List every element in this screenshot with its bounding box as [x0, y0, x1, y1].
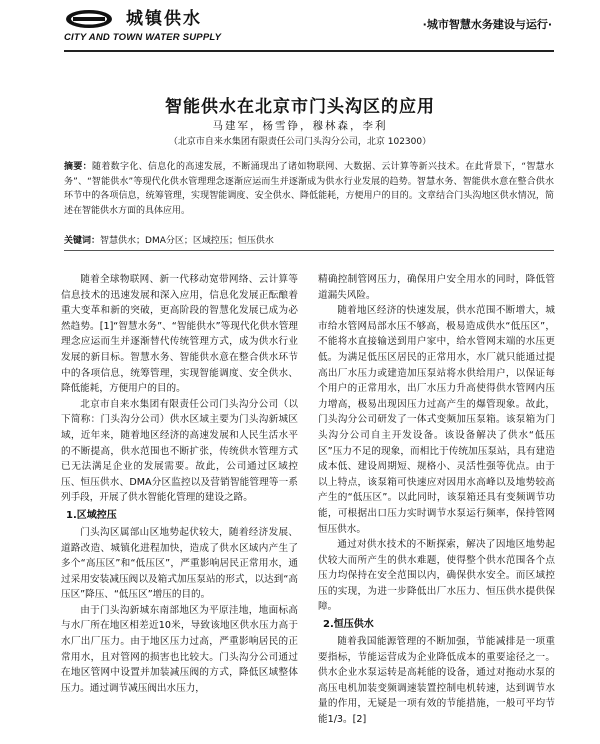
- abstract: [64, 160, 554, 218]
- paragraph: 随着全球物联网、新一代移动宽带网络、云计算等信息技术的迅速发展和深入应用，信息化发展正酝酿着重大变革和新的突破，更高阶段的智慧化发展已成为必然趋势。[1]“智慧水务”、“智能供水”等现代化供水管理理念应运而生并逐渐替代传统管理方式，成为供水行业发展的新目标。智慧水务、智能供水意在整合供水环节中的各项信息，统筹管理，实现智能调度、安全供水、降低能耗，方便用户的目的。: [61, 274, 298, 395]
- journal-name-en: CITY AND TOWN WATER SUPPLY: [64, 32, 222, 43]
- paragraph: 精确控制管网压力，确保用户安全用水的同时，降低管道漏失风险。: [318, 274, 555, 301]
- abstract-text: 随着数字化、信息化的高速发展，不断涌现出了诸如物联网、大数据、云计算等新兴技术。在此背景下，“智慧水务”、“智能供水”等现代化供水管理理念逐渐应运而生并逐渐成为供水行业发展的趋势。智慧水务、智能供水意在整合供水环节中的各项信息，统筹管理，实现智能调度、安全供水、降低能耗，方便用户的目的。文章结合门头沟地区供水情况，简述在智能供水方面的具体应用。: [64, 162, 554, 216]
- paragraph: 北京市自来水集团有限责任公司门头沟分公司（以下简称：门头沟分公司）供水区域主要为门头沟新城区域，近年来，随着地区经济的高速发展和人民生活水平的不断提高，供水范围也不断扩张，传统供水管理方式已无法满足企业的发展需要。故此，公司通过区域控压、恒压供水、DMA分区监控以及营销智能管理等一系列手段，开展了供水智能化管理的建设之路。: [61, 398, 298, 504]
- journal-header: [0, 0, 600, 56]
- keywords-label: 关键词：: [64, 236, 101, 246]
- keywords-text: 智慧供水；DMA分区；区域控压；恒压供水: [100, 236, 274, 246]
- abstract-label: 摘要：: [64, 162, 92, 172]
- body-column-right: [318, 272, 555, 728]
- article-affiliation: （北京市自来水集团有限责任公司门头沟分公司，北京 102300）: [168, 137, 432, 147]
- journal-name-cn: 城镇供水: [126, 9, 202, 29]
- section-heading: 1.区域控压: [66, 509, 117, 521]
- body-column-left: [61, 272, 298, 696]
- paragraph: 随着我国能源管理的不断加强，节能减排是一项重要指标，节能运营成为企业降低成本的重要途径之一。供水企业水泵运转是高耗能的设备，通过对拖动水泵的高压电机加装变频调速装置控制电机转速，达到调节水量的作用，无疑是一项有效的节能措施，一般可平均节能1/3。[2]: [318, 636, 555, 726]
- article-title: 智能供水在北京市门头沟区的应用: [165, 97, 435, 117]
- journal-logo-icon: [64, 8, 114, 30]
- header-divider: [64, 50, 554, 52]
- section-label: ·城市智慧水务建设与运行·: [422, 18, 552, 31]
- paragraph: 随着地区经济的快速发展，供水范围不断增大，城市给水管网局部水压不够高，极易造成供水“低压区”，不能将水直接输送到用户家中，给水管网末端的水压更低。为满足低压区居民的正常用水，水厂就只能通过提高出厂水压力或建造加压泵站将水供给用户，以保证每个用户的正常用水，出厂水压力升高使得供水管网内压力增高，极易出现因压力过高产生的爆管现象。故此，门头沟分公司研发了一体式变频加压泵箱。该泵箱为门头沟分公司自主开发设备。该设备解决了供水“低压区”压力不足的现象，而相比于传统加压泵站，具有建造成本低、建设周期短、规格小、灵活性强等优点。由于以上特点，该泵箱可快速应对因用水高峰以及地势较高产生的“低压区”。以此同时，该泵箱还具有变频调节功能，可根据出口压力实时调节水泵运行频率，保持管网恒压供水。: [318, 305, 555, 535]
- paragraph: 通过对供水技术的不断探索，解决了因地区地势起伏较大而所产生的供水难题，使得整个供水范围各个点压力均保持在安全范围以内，确保供水安全。而区域控压的实现，为进一步降低出厂水压力、恒压供水提供保障。: [318, 539, 555, 613]
- keywords: [64, 233, 554, 246]
- keywords-divider: [64, 250, 554, 251]
- paragraph: 门头沟区属部山区地势起伏较大，随着经济发展、道路改造、城镇化进程加快，造成了供水区域内产生了多个“高压区”和“低压区”，严重影响居民正常用水，通过采用安装减压阀以及箱式加压泵站的形式，以达到“高压区”降压、“低压区”增压的目的。: [61, 526, 298, 601]
- paragraph: 由于门头沟新城东南部地区为平原洼地，地面标高与水厂所在地区相差近10米，导致该地区供水压力高于水厂出厂压力。由于地区压力过高，严重影响居民的正常用水，且对管网的损害也比较大。门头沟分公司通过在地区管网中设置并加装减压阀的方式，降低区域整体压力。通过调节减压阀出水压力，: [61, 604, 298, 694]
- section-heading: 2.恒压供水: [323, 619, 374, 631]
- article-authors: 马建军，杨雪铮，穆林森，李利: [212, 120, 388, 132]
